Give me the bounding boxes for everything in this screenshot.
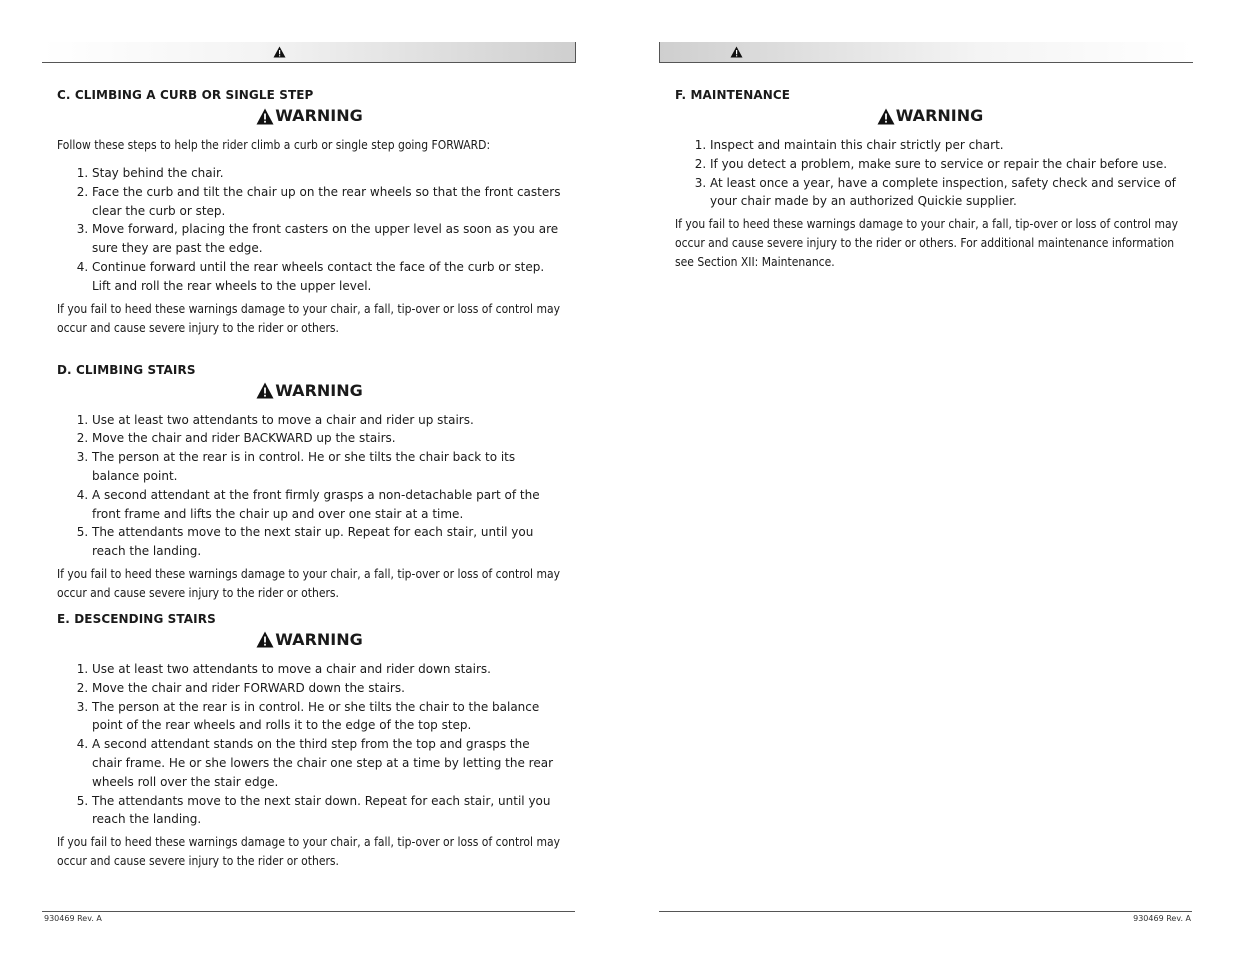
list-item: 2. Move the chair and rider FORWARD down the stairs. <box>92 679 562 698</box>
warning-heading <box>675 105 1185 127</box>
list-item: 1. Use at least two attendants to move a chair and rider up stairs. <box>92 411 562 430</box>
section-title: D. CLIMBING STAIRS <box>57 362 196 377</box>
list-item: 5. The attendants move to the next stair down. Repeat for each stair, until you reach the landing. <box>92 792 562 830</box>
list-item: 1. Inspect and maintain this chair strictly per chart. <box>710 136 1185 155</box>
warning-label: WARNING <box>275 380 363 400</box>
warning-note: If you fail to heed these warnings damage to your chair, a fall, tip-over or loss of control may occur and cause severe injury to the rider or others. <box>57 835 560 869</box>
list-item: 2. Face the curb and tilt the chair up on the rear wheels so that the front casters clear the curb or step. <box>92 183 562 221</box>
list-item: 2. If you detect a problem, make sure to service or repair the chair before use. <box>710 155 1185 174</box>
section-title: E. DESCENDING STAIRS <box>57 611 216 626</box>
warning-label: WARNING <box>275 106 363 125</box>
footer-doc-number: 930469 Rev. A <box>44 914 102 923</box>
step-list <box>57 411 562 561</box>
right-content <box>675 88 1185 281</box>
warning-triangle-icon <box>256 631 274 648</box>
list-item: 5. The attendants move to the next stair up. Repeat for each stair, until you reach the landing. <box>92 523 562 561</box>
warning-triangle-icon <box>730 46 743 58</box>
step-list <box>57 164 562 296</box>
footer-rule <box>659 911 1192 912</box>
header-bar <box>42 42 576 63</box>
step-list <box>57 660 562 829</box>
warning-triangle-icon <box>877 108 895 125</box>
list-item: 3. Move forward, placing the front casters on the upper level as soon as you are sure they are past the edge. <box>92 220 562 258</box>
list-item: 1. Stay behind the chair. <box>92 164 562 183</box>
list-item: 1. Use at least two attendants to move a chair and rider down stairs. <box>92 660 562 679</box>
right-page <box>617 0 1235 954</box>
warning-label: WARNING <box>895 106 984 125</box>
warning-heading <box>57 380 562 402</box>
section-title: C. CLIMBING A CURB OR SINGLE STEP <box>57 88 314 102</box>
section-f <box>675 88 1185 272</box>
warning-note: If you fail to heed these warnings damage to your chair, a fall, tip-over or loss of control may occur and cause severe injury to the rider or others. For additional maintenance information see Section XII: Maintenance. <box>675 217 1178 270</box>
warning-note: If you fail to heed these warnings damage to your chair, a fall, tip-over or loss of control may occur and cause severe injury to the rider or others. <box>57 566 560 600</box>
warning-heading <box>57 105 562 127</box>
footer-doc-number: 930469 Rev. A <box>1133 914 1191 923</box>
list-item: 3. The person at the rear is in control. He or she tilts the chair to the balance point of the rear wheels and rolls it to the edge of the top step. <box>92 698 562 736</box>
list-item: 4. A second attendant stands on the third step from the top and grasps the chair frame. He or she lowers the chair one step at a time by letting the rear wheels roll over the stair edge. <box>92 735 562 791</box>
list-item: 4. Continue forward until the rear wheels contact the face of the curb or step. Lift and roll the rear wheels to the upper level. <box>92 258 562 296</box>
warning-note: If you fail to heed these warnings damage to your chair, a fall, tip-over or loss of control may occur and cause severe injury to the rider or others. <box>57 301 560 335</box>
list-item: 3. The person at the rear is in control. He or she tilts the chair back to its balance point. <box>92 448 562 486</box>
section-title: F. MAINTENANCE <box>675 88 791 102</box>
left-content <box>57 88 562 880</box>
warning-label: WARNING <box>275 629 363 649</box>
list-item: 2. Move the chair and rider BACKWARD up the stairs. <box>92 429 562 448</box>
header-bar <box>659 42 1193 63</box>
section-c <box>57 88 562 338</box>
warning-heading <box>57 629 562 651</box>
list-item: 3. At least once a year, have a complete inspection, safety check and service of your chair made by an authorized Quickie supplier. <box>710 174 1185 212</box>
step-list <box>675 136 1185 211</box>
left-page <box>0 0 617 954</box>
section-d <box>57 363 562 603</box>
list-item: 4. A second attendant at the front firmly grasps a non-detachable part of the front frame and lifts the chair up and over one stair at a time. <box>92 486 562 524</box>
warning-triangle-icon <box>273 46 286 58</box>
warning-triangle-icon <box>256 382 274 399</box>
section-e <box>57 612 562 871</box>
warning-triangle-icon <box>256 108 274 125</box>
section-intro: Follow these steps to help the rider climb a curb or single step going FORWARD: <box>57 138 491 152</box>
footer-rule <box>42 911 575 912</box>
